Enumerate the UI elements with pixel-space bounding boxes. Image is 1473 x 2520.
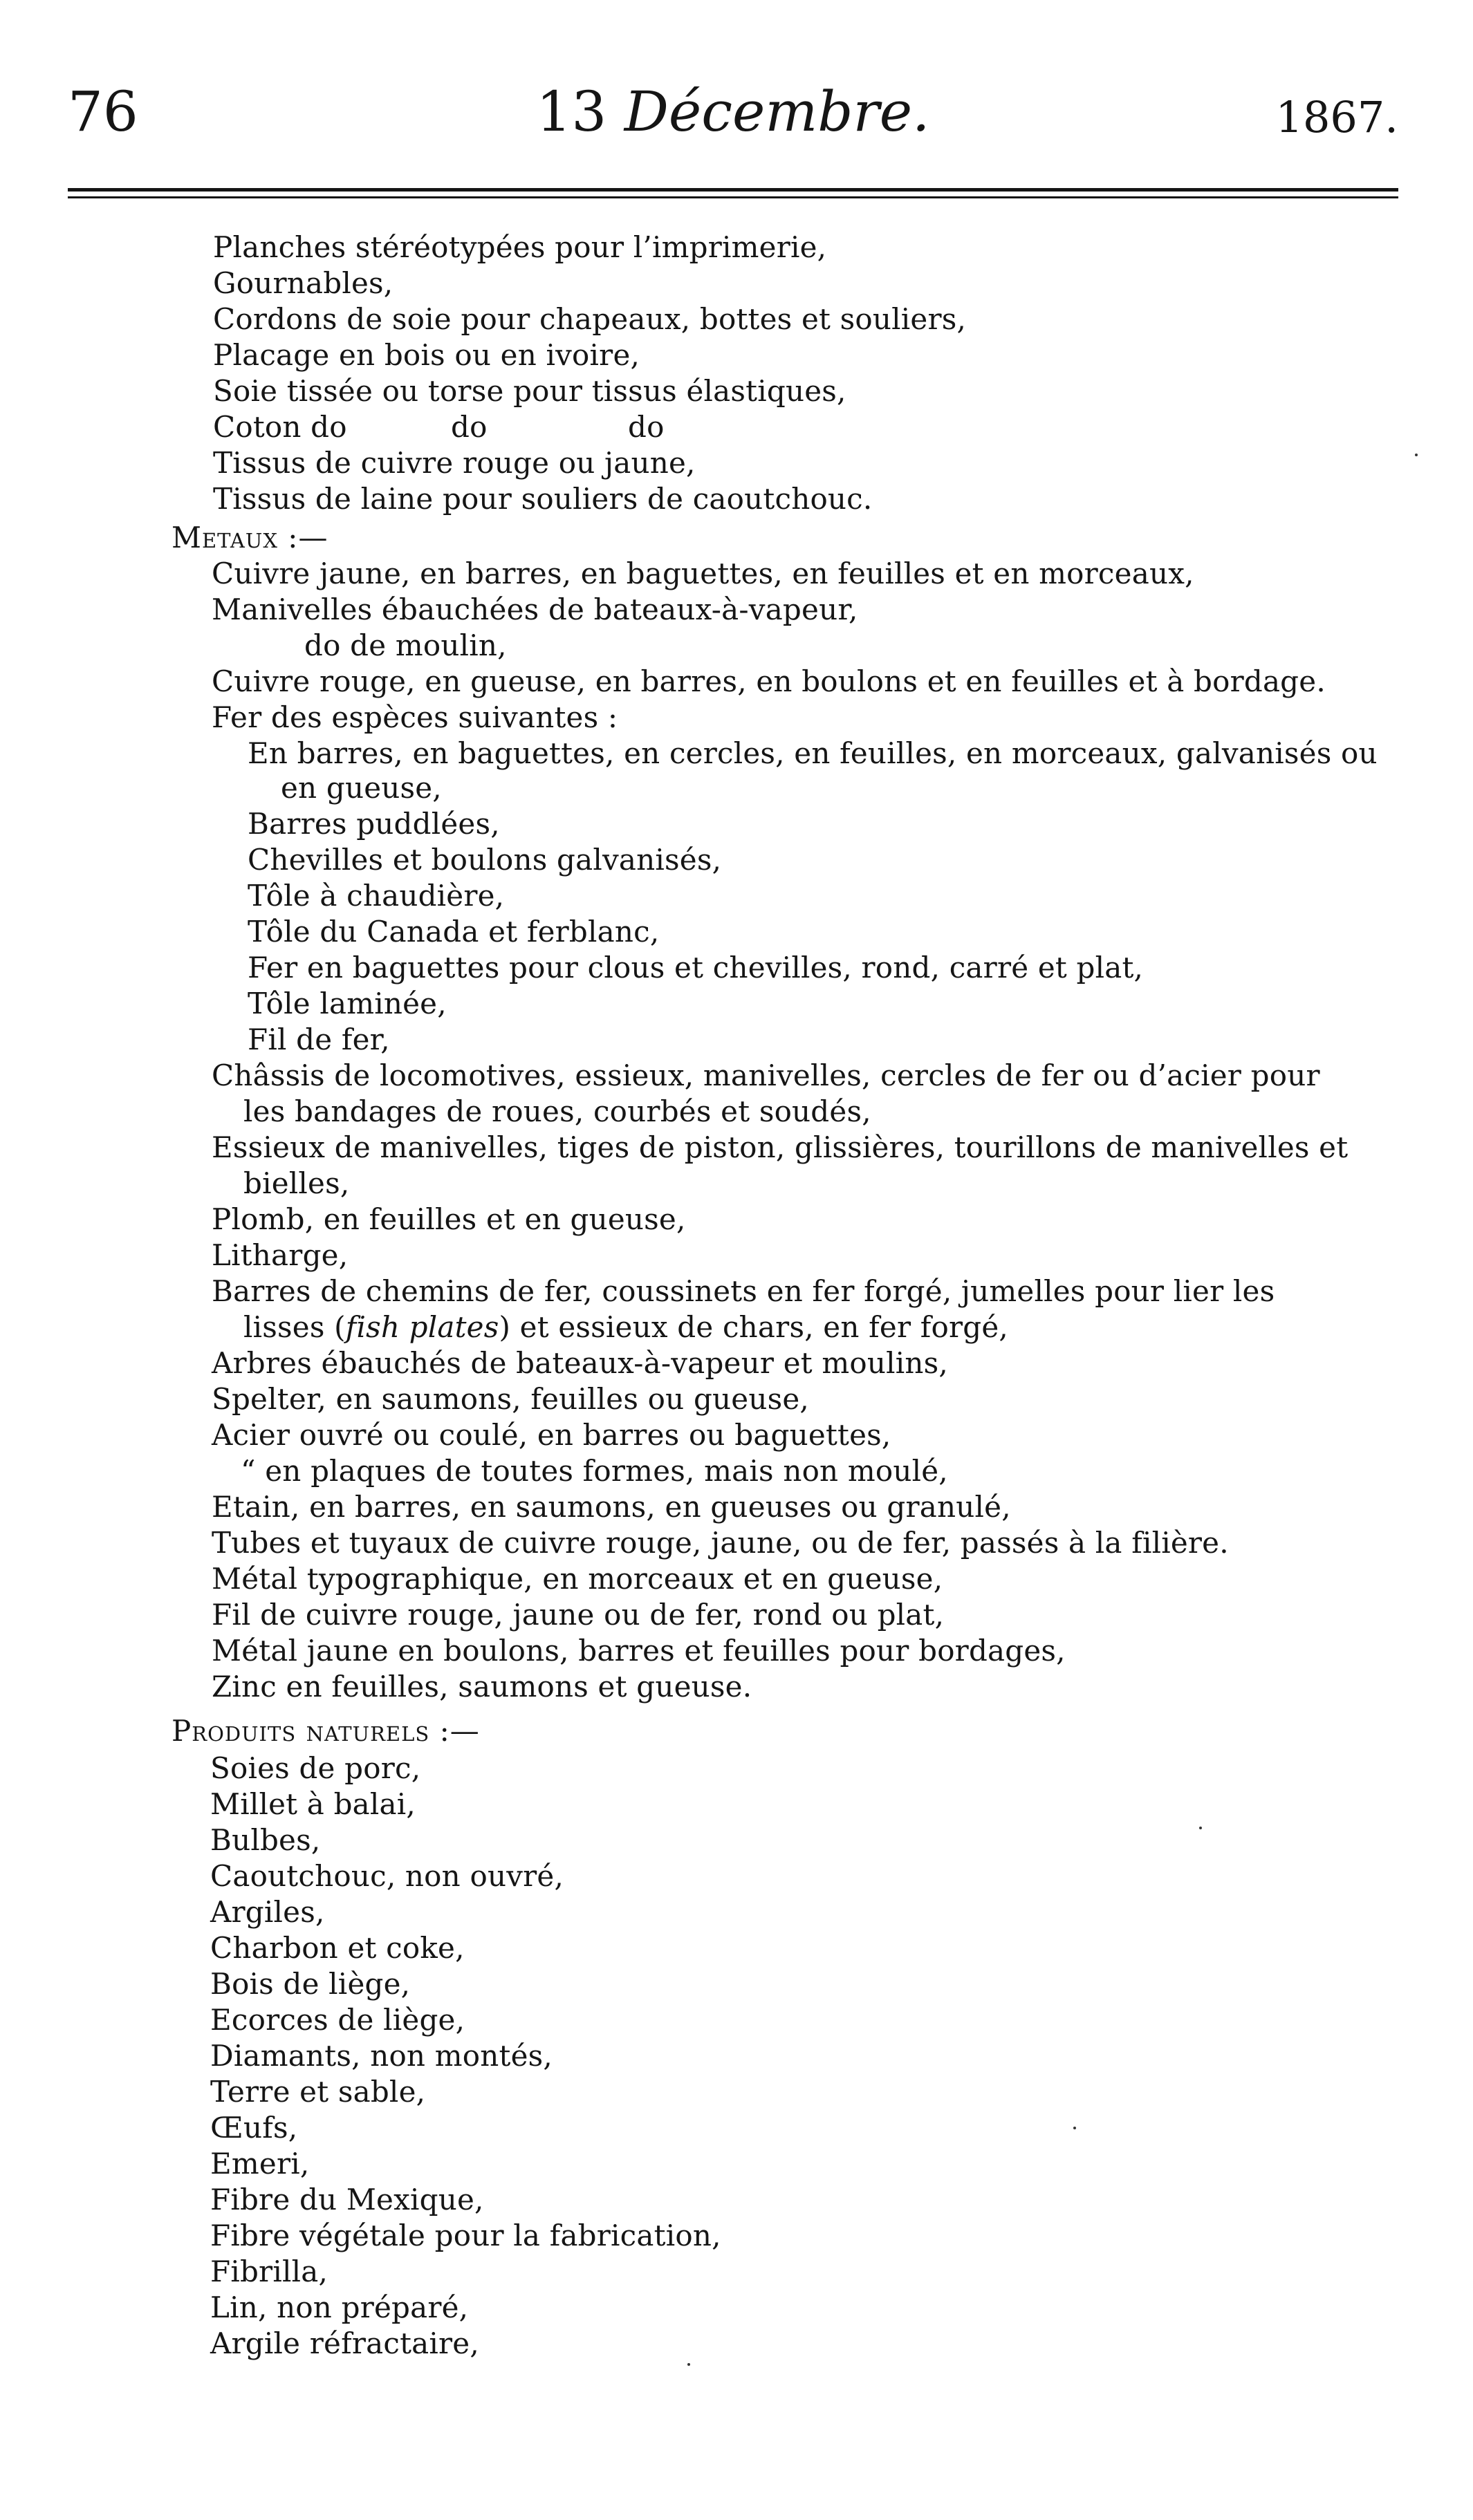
text-line: bielles, <box>243 1166 350 1200</box>
text-line: Tôle à chaudière, <box>248 879 505 913</box>
scan-speck <box>1415 454 1418 456</box>
running-title <box>68 77 1398 147</box>
text-line: Cuivre jaune, en barres, en baguettes, en feuilles et en morceaux, <box>212 557 1194 590</box>
text-line: Acier ouvré ou coulé, en barres ou baguettes, <box>212 1418 891 1452</box>
text-line: Fibrilla, <box>210 2255 328 2288</box>
text-line: Zinc en feuilles, saumons et gueuse. <box>212 1670 752 1704</box>
title-day: 13 <box>536 80 607 144</box>
text-line: Ecorces de liège, <box>210 2003 465 2037</box>
text-line: Charbon et coke, <box>210 1931 465 1965</box>
text-line: “ en plaques de toutes formes, mais non moulé, <box>241 1454 948 1488</box>
text-line: Gournables, <box>213 266 393 300</box>
text-line: Lin, non préparé, <box>210 2290 469 2324</box>
text-line: Fil de cuivre rouge, jaune ou de fer, rond ou plat, <box>212 1598 945 1632</box>
text-line: En barres, en baguettes, en cercles, en feuilles, en morceaux, galvanisés ou <box>248 736 1378 770</box>
section-heading-metaux: Metaux :— <box>172 521 328 554</box>
text-line: Barres de chemins de fer, coussinets en fer forgé, jumelles pour lier les <box>212 1274 1275 1308</box>
text-line: Soies de porc, <box>210 1751 421 1785</box>
text-line: Métal jaune en boulons, barres et feuilles pour bordages, <box>212 1634 1066 1668</box>
text-line: Tôle laminée, <box>248 987 447 1020</box>
scan-speck <box>1073 2127 1076 2129</box>
text-line: en gueuse, <box>281 771 442 805</box>
page-number: 76 <box>68 80 138 144</box>
text-line: Fer en baguettes pour clous et chevilles, rond, carré et plat, <box>248 951 1144 984</box>
scan-speck <box>687 2363 690 2366</box>
text-line: Planches stéréotypées pour l’imprimerie, <box>213 230 827 264</box>
text-line: Spelter, en saumons, feuilles ou gueuse, <box>212 1382 809 1416</box>
text-line: Coton do <box>213 410 347 444</box>
header-rule-top <box>68 188 1398 192</box>
scan-speck <box>1199 1827 1202 1829</box>
text-run: ) et essieux de chars, en fer forgé, <box>499 1310 1008 1344</box>
text-line: Etain, en barres, en saumons, en gueuses ou granulé, <box>212 1490 1011 1524</box>
text-line: Tissus de cuivre rouge ou jaune, <box>213 446 696 480</box>
year: 1867. <box>1275 92 1398 142</box>
italic-term: fish plates <box>345 1310 499 1344</box>
text-line: Caoutchouc, non ouvré, <box>210 1859 564 1893</box>
text-line: Terre et sable, <box>210 2075 426 2109</box>
text-line: Barres puddlées, <box>248 807 500 841</box>
text-line: Diamants, non montés, <box>210 2039 553 2073</box>
section-heading-produits-naturels: Produits naturels :— <box>172 1714 480 1748</box>
text-line: Essieux de manivelles, tiges de piston, glissières, tourillons de manivelles et <box>212 1130 1349 1164</box>
text-line: Chevilles et boulons galvanisés, <box>248 843 722 877</box>
text-line: Œufs, <box>210 2111 298 2145</box>
text-line: Tôle du Canada et ferblanc, <box>248 915 660 949</box>
text-line: Emeri, <box>210 2147 310 2181</box>
title-month: Décembre. <box>624 80 930 144</box>
text-line: Argiles, <box>210 1895 325 1929</box>
text-line: Métal typographique, en morceaux et en gueuse, <box>212 1562 943 1596</box>
text-line: do de moulin, <box>304 628 507 662</box>
text-line: Soie tissée ou torse pour tissus élastiques, <box>213 374 846 408</box>
text-line: Châssis de locomotives, essieux, manivelles, cercles de fer ou d’acier pour <box>212 1058 1320 1092</box>
text-line: Fibre végétale pour la fabrication, <box>210 2219 721 2252</box>
text-line: Arbres ébauchés de bateaux-à-vapeur et moulins, <box>212 1346 948 1380</box>
text-line: Bulbes, <box>210 1823 321 1857</box>
text-line: Manivelles ébauchées de bateaux-à-vapeur, <box>212 592 858 626</box>
text-line: les bandages de roues, courbés et soudés, <box>243 1094 871 1128</box>
text-run: lisses ( <box>243 1310 346 1344</box>
text-line: Cordons de soie pour chapeaux, bottes et souliers, <box>213 302 967 336</box>
ditto-mark: do <box>451 410 488 444</box>
text-line: Placage en bois ou en ivoire, <box>213 338 640 372</box>
text-line: Millet à balai, <box>210 1787 416 1821</box>
text-line: Fer des espèces suivantes : <box>212 700 618 734</box>
text-line: Litharge, <box>212 1238 349 1272</box>
ditto-mark: do <box>628 410 665 444</box>
text-line: Tissus de laine pour souliers de caoutchouc. <box>213 482 873 516</box>
text-line: Bois de liège, <box>210 1967 411 2001</box>
page-header <box>68 77 1398 153</box>
text-line: Cuivre rouge, en gueuse, en barres, en boulons et en feuilles et à bordage. <box>212 664 1326 698</box>
header-rule-bottom <box>68 196 1398 198</box>
text-line <box>243 1309 1008 1345</box>
text-line: Fil de fer, <box>248 1023 390 1056</box>
text-line: Plomb, en feuilles et en gueuse, <box>212 1202 686 1236</box>
text-line: Tubes et tuyaux de cuivre rouge, jaune, ou de fer, passés à la filière. <box>212 1526 1229 1560</box>
text-line: Argile réfractaire, <box>210 2326 479 2360</box>
text-line: Fibre du Mexique, <box>210 2183 484 2216</box>
